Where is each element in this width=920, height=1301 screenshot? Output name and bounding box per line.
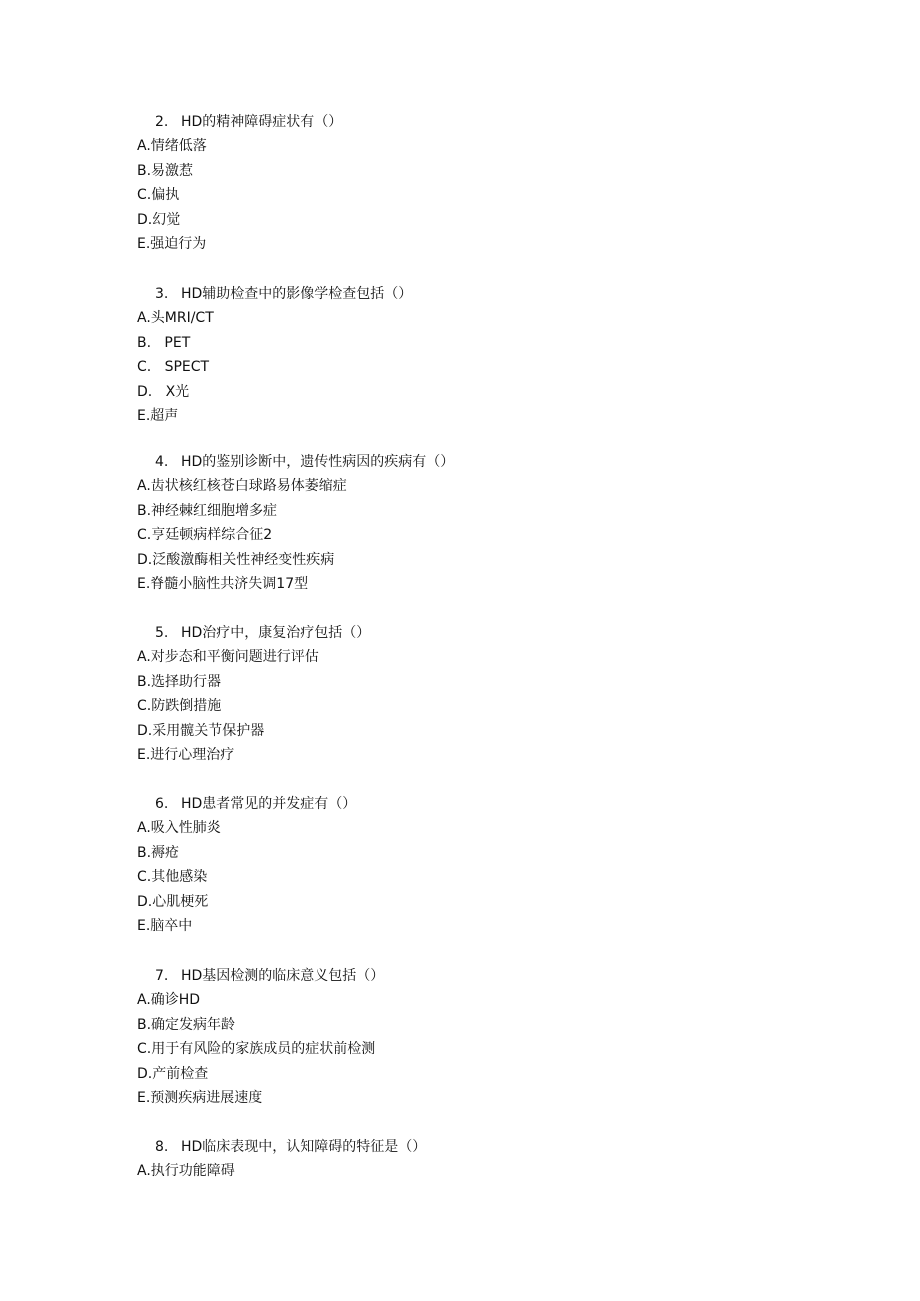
- option-e: E.超声: [137, 408, 179, 425]
- option-d: D. X光: [137, 383, 190, 400]
- option-e: E.脑卒中: [137, 918, 193, 935]
- option-b: B.确定发病年龄: [137, 1016, 236, 1033]
- option-b: B.褥疮: [137, 844, 180, 861]
- question-4: [137, 450, 837, 597]
- option-b: B.神经棘红细胞增多症: [137, 502, 278, 519]
- question-title: [137, 792, 837, 816]
- option-b: B. PET: [137, 334, 191, 351]
- option-c: C.偏执: [137, 187, 180, 204]
- option-d: D.产前检查: [137, 1065, 209, 1082]
- question-title: [137, 110, 837, 134]
- question-number: 3.: [155, 286, 169, 302]
- option-c: C. SPECT: [137, 359, 210, 376]
- question-text: HD治疗中，康复治疗包括（）: [181, 625, 371, 641]
- option-e: E.脊髓小脑性共济失调17型: [137, 576, 309, 593]
- question-8: [137, 1135, 837, 1184]
- option-b: B.易激惹: [137, 162, 194, 179]
- option-c: C.用于有风险的家族成员的症状前检测: [137, 1041, 376, 1058]
- question-number: 4.: [155, 454, 169, 470]
- question-number: 2.: [155, 114, 169, 130]
- option-a: A.对步态和平衡问题进行评估: [137, 649, 319, 665]
- option-a: A.执行功能障碍: [137, 1163, 235, 1179]
- option-e: E.预测疾病进展速度: [137, 1090, 263, 1107]
- question-number: 6.: [155, 796, 169, 812]
- option-d: D.幻觉: [137, 211, 181, 228]
- option-c: C.防跌倒措施: [137, 698, 222, 715]
- question-title: [137, 964, 837, 988]
- question-number: 5.: [155, 625, 169, 641]
- question-title: [137, 621, 837, 645]
- option-d: D.采用髋关节保护器: [137, 722, 265, 739]
- question-3: [137, 282, 837, 429]
- option-d: D.心肌梗死: [137, 893, 209, 910]
- question-text: HD临床表现中，认知障碍的特征是（）: [181, 1139, 427, 1155]
- question-text: HD患者常见的并发症有（）: [181, 796, 357, 812]
- question-number: 8.: [155, 1139, 169, 1155]
- option-b: B.选择助行器: [137, 673, 222, 690]
- question-5: [137, 621, 837, 768]
- question-title: [137, 450, 837, 474]
- option-d: D.泛酸激酶相关性神经变性疾病: [137, 551, 335, 568]
- question-title: [137, 1135, 837, 1159]
- option-a: A.吸入性肺炎: [137, 820, 221, 836]
- question-text: HD基因检测的临床意义包括（）: [181, 968, 385, 984]
- question-text: HD的精神障碍症状有（）: [181, 114, 343, 130]
- option-a: A.确诊HD: [137, 992, 201, 1008]
- question-number: 7.: [155, 968, 169, 984]
- question-text: HD辅助检查中的影像学检查包括（）: [181, 286, 413, 302]
- question-title: [137, 282, 837, 306]
- option-a: A.头MRI/CT: [137, 310, 214, 326]
- option-c: C.其他感染: [137, 869, 208, 886]
- question-6: [137, 792, 837, 939]
- option-e: E.强迫行为: [137, 236, 207, 253]
- option-e: E.进行心理治疗: [137, 747, 235, 764]
- question-text: HD的鉴别诊断中，遗传性病因的疾病有（）: [181, 454, 455, 470]
- question-2: [137, 110, 837, 257]
- question-7: [137, 964, 837, 1111]
- option-c: C.亨廷顿病样综合征2: [137, 527, 273, 544]
- option-a: A.齿状核红核苍白球路易体萎缩症: [137, 478, 347, 494]
- option-a: A.情绪低落: [137, 138, 207, 154]
